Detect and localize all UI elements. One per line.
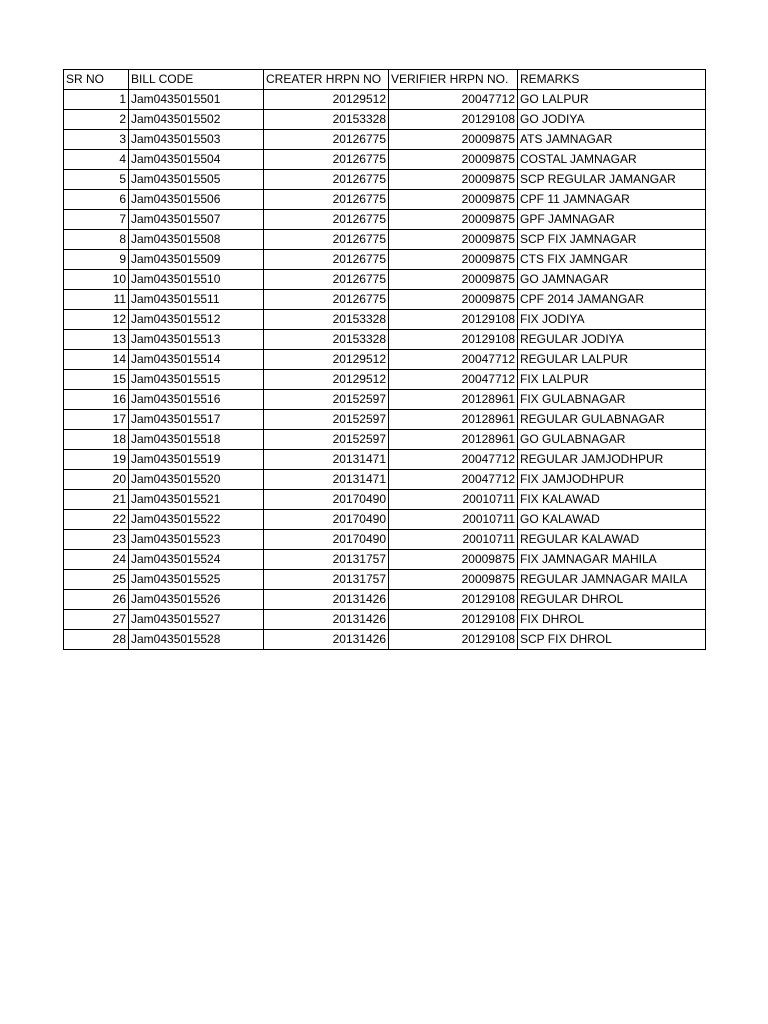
cell-sr-no: 6 (64, 190, 129, 210)
cell-creater-hrpn: 20126775 (264, 210, 389, 230)
cell-sr-no: 24 (64, 550, 129, 570)
cell-remarks: REGULAR JODIYA (518, 330, 706, 350)
cell-creater-hrpn: 20170490 (264, 530, 389, 550)
cell-verifier-hrpn: 20009875 (389, 130, 518, 150)
cell-sr-no: 23 (64, 530, 129, 550)
cell-verifier-hrpn: 20047712 (389, 350, 518, 370)
table-row (64, 390, 706, 410)
cell-remarks: FIX DHROL (518, 610, 706, 630)
table-row (64, 470, 706, 490)
table-row (64, 230, 706, 250)
cell-sr-no: 4 (64, 150, 129, 170)
cell-verifier-hrpn: 20009875 (389, 550, 518, 570)
table-row (64, 490, 706, 510)
cell-creater-hrpn: 20131426 (264, 590, 389, 610)
table-row (64, 630, 706, 650)
table-row (64, 550, 706, 570)
table-body (64, 90, 706, 650)
cell-sr-no: 27 (64, 610, 129, 630)
table-row (64, 350, 706, 370)
cell-verifier-hrpn: 20009875 (389, 290, 518, 310)
cell-remarks: CPF 11 JAMNAGAR (518, 190, 706, 210)
cell-bill-code: Jam0435015525 (129, 570, 264, 590)
header-sr-no: SR NO (64, 70, 129, 90)
cell-sr-no: 18 (64, 430, 129, 450)
cell-remarks: GO JAMNAGAR (518, 270, 706, 290)
cell-remarks: SCP FIX JAMNAGAR (518, 230, 706, 250)
table-row (64, 370, 706, 390)
cell-creater-hrpn: 20152597 (264, 430, 389, 450)
table-row (64, 430, 706, 450)
cell-bill-code: Jam0435015513 (129, 330, 264, 350)
cell-bill-code: Jam0435015507 (129, 210, 264, 230)
cell-bill-code: Jam0435015520 (129, 470, 264, 490)
cell-bill-code: Jam0435015518 (129, 430, 264, 450)
cell-creater-hrpn: 20126775 (264, 270, 389, 290)
cell-remarks: REGULAR DHROL (518, 590, 706, 610)
table-row (64, 250, 706, 270)
cell-creater-hrpn: 20126775 (264, 150, 389, 170)
cell-bill-code: Jam0435015503 (129, 130, 264, 150)
cell-remarks: FIX GULABNAGAR (518, 390, 706, 410)
cell-bill-code: Jam0435015516 (129, 390, 264, 410)
cell-sr-no: 3 (64, 130, 129, 150)
cell-bill-code: Jam0435015517 (129, 410, 264, 430)
cell-creater-hrpn: 20170490 (264, 490, 389, 510)
cell-verifier-hrpn: 20129108 (389, 610, 518, 630)
cell-creater-hrpn: 20131426 (264, 630, 389, 650)
cell-sr-no: 11 (64, 290, 129, 310)
cell-sr-no: 7 (64, 210, 129, 230)
table-row (64, 590, 706, 610)
cell-verifier-hrpn: 20128961 (389, 390, 518, 410)
cell-sr-no: 14 (64, 350, 129, 370)
cell-sr-no: 13 (64, 330, 129, 350)
cell-sr-no: 25 (64, 570, 129, 590)
table-row (64, 150, 706, 170)
cell-bill-code: Jam0435015501 (129, 90, 264, 110)
cell-remarks: GO LALPUR (518, 90, 706, 110)
cell-sr-no: 26 (64, 590, 129, 610)
cell-remarks: REGULAR JAMNAGAR MAILA (518, 570, 706, 590)
cell-bill-code: Jam0435015512 (129, 310, 264, 330)
table-row (64, 310, 706, 330)
cell-verifier-hrpn: 20009875 (389, 270, 518, 290)
cell-creater-hrpn: 20131471 (264, 450, 389, 470)
table-row (64, 90, 706, 110)
cell-sr-no: 17 (64, 410, 129, 430)
cell-creater-hrpn: 20170490 (264, 510, 389, 530)
table-row (64, 270, 706, 290)
cell-creater-hrpn: 20126775 (264, 170, 389, 190)
table-header (64, 70, 706, 90)
cell-sr-no: 22 (64, 510, 129, 530)
cell-remarks: GO GULABNAGAR (518, 430, 706, 450)
cell-creater-hrpn: 20131757 (264, 550, 389, 570)
table-row (64, 210, 706, 230)
cell-remarks: REGULAR KALAWAD (518, 530, 706, 550)
cell-remarks: FIX JODIYA (518, 310, 706, 330)
cell-creater-hrpn: 20129512 (264, 350, 389, 370)
table-row (64, 170, 706, 190)
cell-remarks: FIX JAMJODHPUR (518, 470, 706, 490)
cell-creater-hrpn: 20126775 (264, 290, 389, 310)
cell-bill-code: Jam0435015511 (129, 290, 264, 310)
cell-bill-code: Jam0435015515 (129, 370, 264, 390)
cell-verifier-hrpn: 20047712 (389, 450, 518, 470)
cell-bill-code: Jam0435015508 (129, 230, 264, 250)
cell-creater-hrpn: 20153328 (264, 110, 389, 130)
cell-remarks: REGULAR LALPUR (518, 350, 706, 370)
cell-creater-hrpn: 20153328 (264, 310, 389, 330)
header-verifier-hrpn: VERIFIER HRPN NO. (389, 70, 518, 90)
cell-verifier-hrpn: 20009875 (389, 190, 518, 210)
cell-bill-code: Jam0435015510 (129, 270, 264, 290)
cell-bill-code: Jam0435015521 (129, 490, 264, 510)
table-row (64, 530, 706, 550)
cell-verifier-hrpn: 20009875 (389, 230, 518, 250)
cell-verifier-hrpn: 20129108 (389, 590, 518, 610)
cell-verifier-hrpn: 20129108 (389, 330, 518, 350)
cell-verifier-hrpn: 20129108 (389, 310, 518, 330)
cell-creater-hrpn: 20131471 (264, 470, 389, 490)
cell-verifier-hrpn: 20129108 (389, 630, 518, 650)
cell-bill-code: Jam0435015527 (129, 610, 264, 630)
cell-remarks: FIX JAMNAGAR MAHILA (518, 550, 706, 570)
cell-creater-hrpn: 20131426 (264, 610, 389, 630)
header-row (64, 70, 706, 90)
cell-remarks: SCP REGULAR JAMANGAR (518, 170, 706, 190)
cell-bill-code: Jam0435015524 (129, 550, 264, 570)
cell-verifier-hrpn: 20009875 (389, 150, 518, 170)
cell-remarks: FIX KALAWAD (518, 490, 706, 510)
cell-sr-no: 10 (64, 270, 129, 290)
cell-sr-no: 19 (64, 450, 129, 470)
cell-creater-hrpn: 20131757 (264, 570, 389, 590)
header-remarks: REMARKS (518, 70, 706, 90)
cell-bill-code: Jam0435015528 (129, 630, 264, 650)
cell-creater-hrpn: 20129512 (264, 90, 389, 110)
cell-verifier-hrpn: 20009875 (389, 570, 518, 590)
cell-remarks: CTS FIX JAMNGAR (518, 250, 706, 270)
cell-verifier-hrpn: 20128961 (389, 430, 518, 450)
table-row (64, 290, 706, 310)
table-row (64, 190, 706, 210)
cell-bill-code: Jam0435015522 (129, 510, 264, 530)
header-creater-hrpn: CREATER HRPN NO (264, 70, 389, 90)
cell-sr-no: 16 (64, 390, 129, 410)
cell-creater-hrpn: 20152597 (264, 390, 389, 410)
bill-code-table (63, 69, 706, 650)
header-bill-code: BILL CODE (129, 70, 264, 90)
cell-creater-hrpn: 20129512 (264, 370, 389, 390)
cell-bill-code: Jam0435015514 (129, 350, 264, 370)
cell-verifier-hrpn: 20010711 (389, 530, 518, 550)
cell-creater-hrpn: 20126775 (264, 130, 389, 150)
cell-remarks: REGULAR GULABNAGAR (518, 410, 706, 430)
cell-verifier-hrpn: 20128961 (389, 410, 518, 430)
cell-sr-no: 9 (64, 250, 129, 270)
table-row (64, 130, 706, 150)
table-row (64, 330, 706, 350)
cell-remarks: GPF JAMNAGAR (518, 210, 706, 230)
table-row (64, 570, 706, 590)
table-row (64, 110, 706, 130)
cell-verifier-hrpn: 20047712 (389, 470, 518, 490)
cell-verifier-hrpn: 20010711 (389, 510, 518, 530)
cell-sr-no: 2 (64, 110, 129, 130)
cell-verifier-hrpn: 20047712 (389, 90, 518, 110)
cell-remarks: ATS JAMNAGAR (518, 130, 706, 150)
cell-verifier-hrpn: 20047712 (389, 370, 518, 390)
cell-sr-no: 28 (64, 630, 129, 650)
cell-bill-code: Jam0435015506 (129, 190, 264, 210)
cell-bill-code: Jam0435015502 (129, 110, 264, 130)
cell-bill-code: Jam0435015519 (129, 450, 264, 470)
cell-remarks: REGULAR JAMJODHPUR (518, 450, 706, 470)
cell-verifier-hrpn: 20009875 (389, 210, 518, 230)
cell-sr-no: 20 (64, 470, 129, 490)
cell-remarks: COSTAL JAMNAGAR (518, 150, 706, 170)
table-row (64, 610, 706, 630)
cell-sr-no: 1 (64, 90, 129, 110)
table-row (64, 510, 706, 530)
cell-creater-hrpn: 20126775 (264, 230, 389, 250)
cell-bill-code: Jam0435015505 (129, 170, 264, 190)
table-row (64, 450, 706, 470)
cell-sr-no: 5 (64, 170, 129, 190)
table-row (64, 410, 706, 430)
cell-remarks: FIX LALPUR (518, 370, 706, 390)
cell-verifier-hrpn: 20009875 (389, 250, 518, 270)
cell-sr-no: 15 (64, 370, 129, 390)
cell-creater-hrpn: 20152597 (264, 410, 389, 430)
cell-creater-hrpn: 20126775 (264, 190, 389, 210)
cell-verifier-hrpn: 20009875 (389, 170, 518, 190)
cell-sr-no: 21 (64, 490, 129, 510)
cell-bill-code: Jam0435015526 (129, 590, 264, 610)
cell-remarks: GO JODIYA (518, 110, 706, 130)
cell-remarks: GO KALAWAD (518, 510, 706, 530)
cell-bill-code: Jam0435015509 (129, 250, 264, 270)
cell-bill-code: Jam0435015504 (129, 150, 264, 170)
cell-creater-hrpn: 20126775 (264, 250, 389, 270)
cell-remarks: SCP FIX DHROL (518, 630, 706, 650)
cell-sr-no: 12 (64, 310, 129, 330)
cell-verifier-hrpn: 20129108 (389, 110, 518, 130)
cell-remarks: CPF 2014 JAMANGAR (518, 290, 706, 310)
cell-sr-no: 8 (64, 230, 129, 250)
cell-bill-code: Jam0435015523 (129, 530, 264, 550)
cell-verifier-hrpn: 20010711 (389, 490, 518, 510)
cell-creater-hrpn: 20153328 (264, 330, 389, 350)
